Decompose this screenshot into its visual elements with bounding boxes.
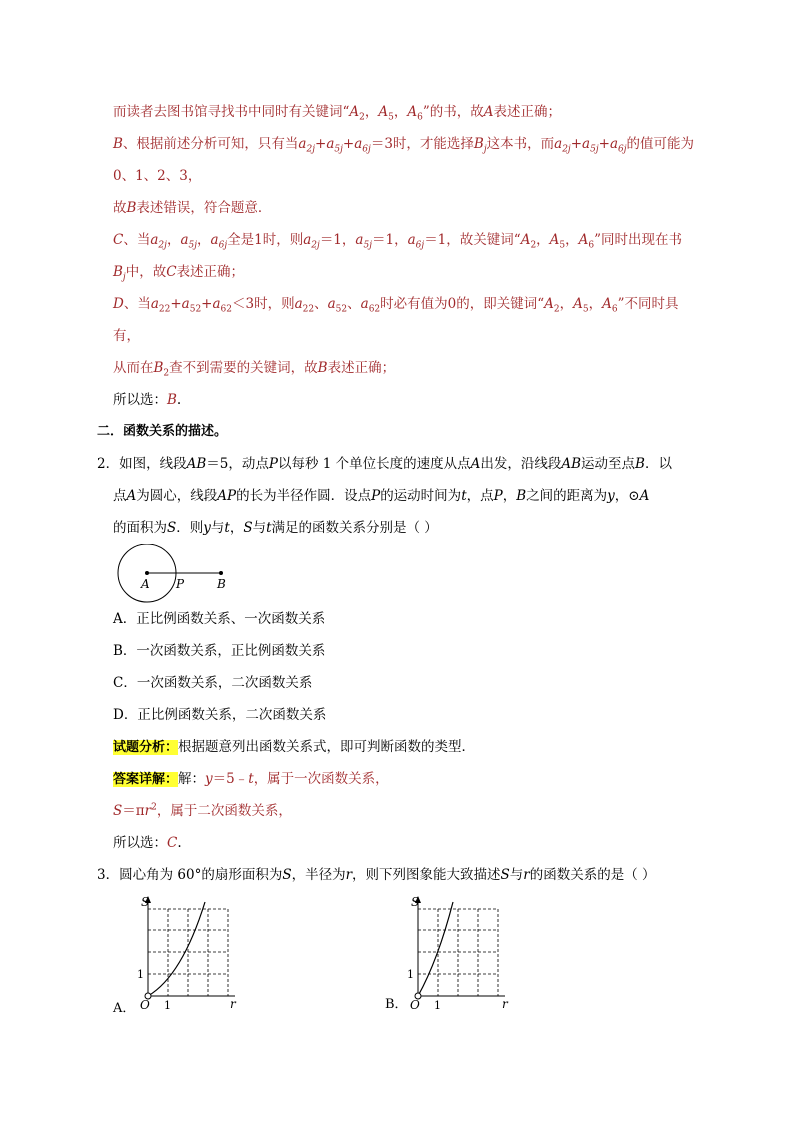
- answer-label: 答案详解：: [113, 772, 179, 787]
- point-a-dot: [145, 571, 149, 575]
- y-tick-a: 1: [137, 968, 144, 981]
- curve-b: [418, 902, 453, 996]
- x-tick-a: 1: [164, 999, 171, 1012]
- solution-line-1: 而读者去图书馆寻找书中同时有关键词“$A_2$，$A_5$，$A_6$”的书，故A表述正确；: [113, 104, 562, 123]
- q2-option-a: A．正比例函数关系、一次函数关系: [113, 611, 326, 627]
- q2-option-d: D．正比例函数关系，二次函数关系: [113, 707, 327, 723]
- solution-line-9: 从而在$B_2$查不到需要的关键词，故B表述正确；: [113, 360, 396, 379]
- q2-number: 2．: [97, 456, 120, 472]
- q2-answer-conclusion: 所以选：C.: [113, 835, 182, 851]
- solution-line-7: D、当$a_{22}+a_{52}+a_{62}<3$时，则$a_{22}$、$a_{52}$、$a_{62}$时必有值为0的，即关键词“$A_2$，$A_5$，$A_6$”不同时具: [113, 296, 679, 315]
- x-label-b: r: [502, 997, 508, 1011]
- q2-circle-figure: [113, 544, 243, 606]
- point-b-dot: [219, 571, 223, 575]
- q2-answer-line-2: $S=\pi r^2$，属于二次函数关系，: [113, 802, 292, 819]
- q2-line-3: 的面积为S．则y与t，S与t满足的函数关系分别是（ ）: [113, 520, 438, 536]
- section-heading: 二．函数关系的描述。: [97, 424, 228, 439]
- x-label-a: r: [230, 997, 236, 1011]
- option-b-label: B．: [385, 997, 408, 1012]
- solution-line-4: 故B表述错误，符合题意．: [113, 200, 272, 216]
- solution-conclusion: 所以选：B.: [113, 392, 182, 408]
- label-p: P: [176, 577, 185, 591]
- curve-a: [148, 902, 205, 996]
- q2-line-1: 2．如图，线段AB＝5，动点P以每秒 1 个单位长度的速度从点A出发，沿线段AB运动至点B．以: [97, 456, 672, 472]
- q3-graph-b: [380, 890, 515, 1022]
- solution-line-6: $B_j$中，故C表述正确；: [113, 264, 245, 283]
- label-a: A: [141, 577, 150, 591]
- y-label-a: S: [141, 895, 150, 909]
- q2-option-c: C．一次函数关系，二次函数关系: [113, 675, 313, 691]
- q3-graph-a: [110, 890, 245, 1022]
- grid-a: [148, 909, 228, 996]
- origin-label-a: O: [140, 998, 150, 1012]
- q3-line-1: 3．圆心角为 60°的扇形面积为S，半径为r，则下列图象能大致描述S与r的函数关系的是（ ）: [97, 867, 656, 883]
- q2-answer-line-1: 答案详解：解：y＝5﹣t，属于一次函数关系，: [113, 771, 389, 787]
- origin-label-b: O: [410, 998, 420, 1012]
- solution-line-5: C、当$a_{2j}$，$a_{5j}$，$a_{6j}$全是1时，则$a_{2j}=1$，$a_{5j}=1$，$a_{6j}=1$，故关键词“$A_2$，$A_5$，$A_6$”同时出现在书: [113, 232, 683, 251]
- q2-option-b: B．一次函数关系，正比例函数关系: [113, 643, 326, 659]
- q2-analysis: 试题分析：根据题意列出函数关系式，即可判断函数的类型．: [113, 739, 476, 755]
- y-tick-b: 1: [407, 968, 414, 981]
- solution-line-3: 0、1、2、3，: [113, 168, 202, 184]
- x-tick-b: 1: [434, 999, 441, 1012]
- option-a-label: A．: [113, 1001, 136, 1016]
- label-b: B: [217, 577, 226, 591]
- y-label-b: S: [411, 895, 420, 909]
- q3-number: 3．: [97, 867, 120, 883]
- analysis-label: 试题分析：: [113, 740, 179, 755]
- q2-line-2: 点A为圆心，线段AP的长为半径作圆．设点P的运动时间为t，点P，B之间的距离为y，⊙A: [113, 488, 650, 504]
- solution-line-8: 有，: [113, 328, 140, 344]
- grid-b: [418, 909, 498, 996]
- solution-line-2: B、根据前述分析可知，只有当$a_{2j}+a_{5j}+a_{6j}=3$时，才能选择$B_j$这本书，而$a_{2j}+a_{5j}+a_{6j}$的值可能为: [113, 136, 695, 155]
